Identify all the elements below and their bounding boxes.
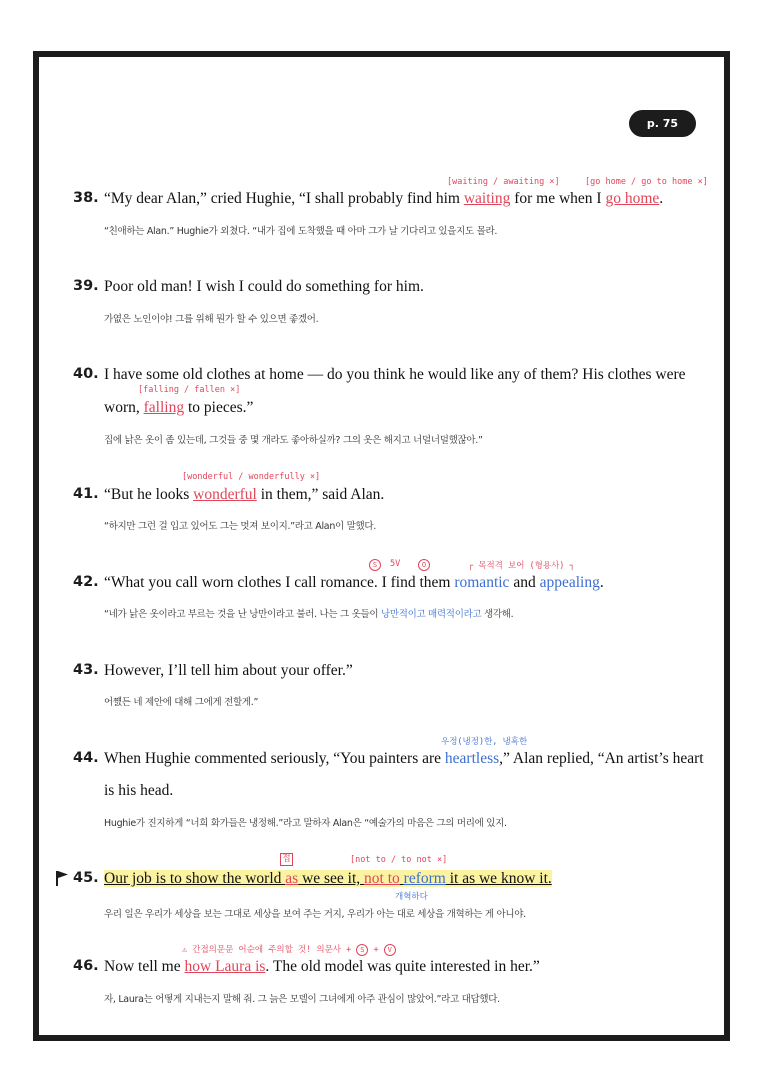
page-number-badge: p. 75 <box>629 110 696 137</box>
korean-translation: 집에 낡은 옷이 좀 있는데, 그것들 중 몇 개라도 좋아하실까? 그의 옷은 해지고 너덜너덜했잖아.” <box>104 435 483 446</box>
annotation: 개혁하다 <box>395 892 428 902</box>
korean-translation: “친애하는 Alan.” Hughie가 외쳤다. “내가 집에 도착했을 때 아마 그가 날 기다리고 있을지도 몰라. <box>104 226 498 237</box>
english-sentence: I have some old clothes at home — do you think he would like any of them? His clothes were <box>104 366 686 383</box>
annotation-object: O <box>418 559 430 571</box>
item-number: 43. <box>73 662 99 678</box>
item-number: 41. <box>73 486 99 502</box>
korean-translation: “하지만 그런 걸 입고 있어도 그는 멋져 보이지.”라고 Alan이 말했다. <box>104 521 376 532</box>
item-number: 38. <box>73 190 99 206</box>
english-sentence: “What you call worn clothes I call romance. I find them romantic and appealing. <box>104 574 604 591</box>
english-sentence: “But he looks wonderful in them,” said Alan. <box>104 486 385 503</box>
annotation: [not to / to not ×] <box>350 855 448 865</box>
korean-translation: “네가 낡은 옷이라고 부르는 것을 난 낭만이라고 불러. 나는 그 옷들이 낭만적이고 매력적이라고 생각해. <box>104 609 514 620</box>
english-sentence: Now tell me how Laura is. The old model was quite interested in her.” <box>104 958 540 975</box>
english-sentence-line-2: worn, falling to pieces.” <box>104 399 254 416</box>
annotation-subject: S <box>369 559 381 571</box>
item-number: 39. <box>73 278 99 294</box>
annotation: [falling / fallen ×] <box>138 385 241 395</box>
item-number: 40. <box>73 366 99 382</box>
english-sentence: When Hughie commented seriously, “You painters are heartless,” Alan replied, “An artist’s heart <box>104 750 704 767</box>
korean-translation: 자, Laura는 어떻게 지내는지 말해 줘. 그 늙은 모델이 그녀에게 아주 관심이 많았어.”라고 대답했다. <box>104 994 500 1005</box>
annotation: ⚠ 간접의문문 어순에 주의할 것! 의문사 + S + V <box>182 943 396 956</box>
item-number: 42. <box>73 574 99 590</box>
english-sentence: However, I’ll tell him about your offer.” <box>104 662 353 679</box>
korean-translation: 우리 일은 우리가 세상을 보는 그대로 세상을 보여 주는 거지, 우리가 아는 대로 세상을 개혁하는 게 아니야. <box>104 909 526 920</box>
item-number: 46. <box>73 958 99 974</box>
annotation: 우정(냉정)한, 냉혹한 <box>441 737 528 747</box>
korean-translation: Hughie가 진지하게 “너희 화가들은 냉정해.”라고 말하자 Alan은 “예술가의 마음은 그의 머리에 있지. <box>104 818 507 829</box>
korean-translation: 가엾은 노인이야! 그를 위해 뭔가 할 수 있으면 좋겠어. <box>104 314 319 325</box>
flag-icon <box>55 870 69 886</box>
item-number: 44. <box>73 750 99 766</box>
korean-translation: 어쨼든 네 제안에 대해 그에게 전할게.” <box>104 697 259 708</box>
english-sentence: Poor old man! I wish I could do something for him. <box>104 278 424 295</box>
annotation-box: 접 <box>282 854 291 864</box>
annotation: [waiting / awaiting ×] <box>447 177 560 187</box>
english-sentence-line-2: is his head. <box>104 782 174 799</box>
annotation: [go home / go to home ×] <box>585 177 708 187</box>
english-sentence: “My dear Alan,” cried Hughie, “I shall probably find him waiting for me when I go home. <box>104 190 664 207</box>
annotation-verb: 5V <box>390 559 401 569</box>
english-sentence: Our job is to show the world as we see it, not to reform it as we know it. <box>104 870 552 887</box>
annotation: [wonderful / wonderfully ×] <box>182 472 321 482</box>
annotation: ┌ 목적격 보어 (형용사) ┐ <box>468 561 575 571</box>
item-number: 45. <box>73 870 99 886</box>
